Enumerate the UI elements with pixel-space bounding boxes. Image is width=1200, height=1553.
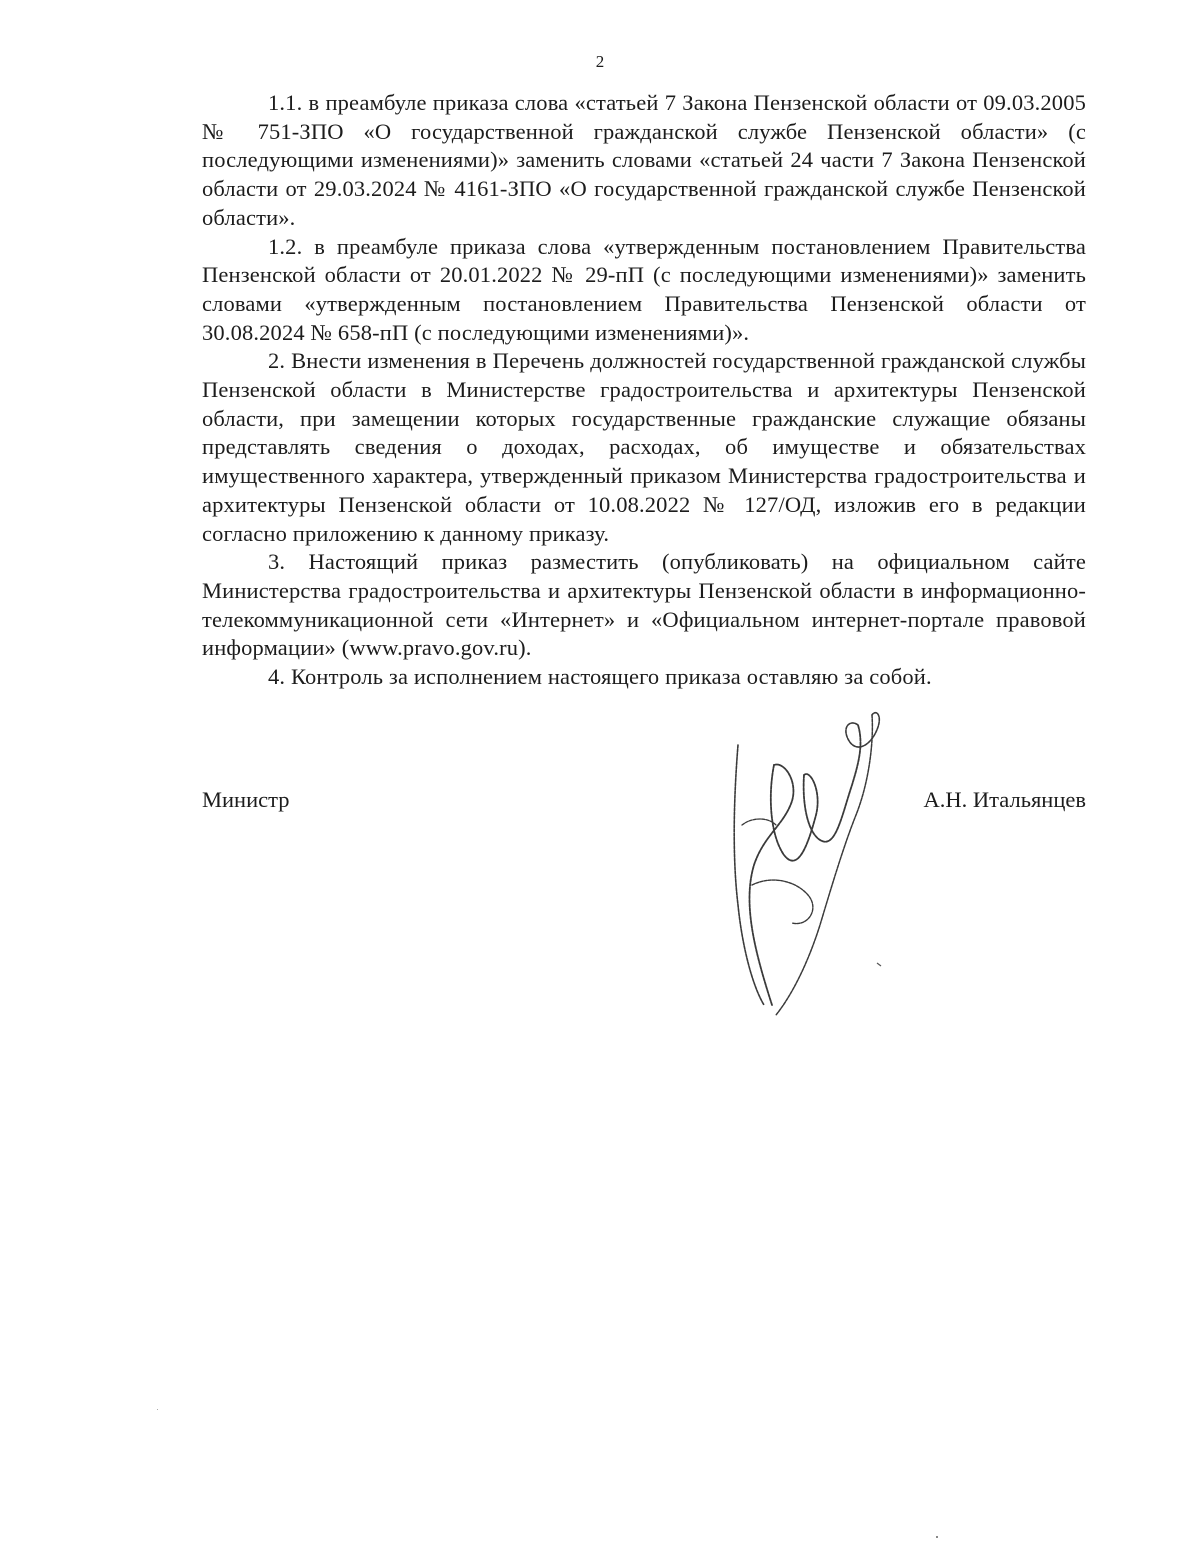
paragraph-1-1: 1.1. в преамбуле приказа слова «статьей 7 Закона Пензенской области от 09.03.2005 № 751-ЗПО «О государственной гражданской службе Пензенской области» (с последующими изменениями)» заменить словами «статьей 24 части 7 Закона Пензенской области от 29.03.2024 № 4161-ЗПО «О государственной гражданской службе Пензенской области». [202,90,1086,230]
paragraph-4: 4. Контроль за исполнением настоящего приказа оставляю за собой. [268,664,932,690]
paragraph-2: 2. Внести изменения в Перечень должностей государственной гражданской службы Пензенской области в Министерстве градостроительства и архитектуры Пензенской области, при замещении которых государственные гражданские служащие обязаны представлять сведения о доходах, расходах, об имуществе и обязательствах имущественного характера, утвержденный приказом Министерства градостроительства и архитектуры Пензенской области от 10.08.2022 № 127/ОД, изложив его в редакции согласно приложению к данному приказу. [202,348,1086,546]
handwritten-signature [712,705,912,1035]
signatory-role: Министр [202,787,290,812]
page-number: 2 [595,52,605,71]
signatory-name: А.Н. Итальянцев [923,787,1086,812]
paragraph-3: 3. Настоящий приказ разместить (опубликовать) на официальном сайте Министерства градостроительства и архитектуры Пензенской области в информационно-телекоммуникационной сети «Интернет» и «Официальном интернет-портале правовой информации» (www.pravo.gov.ru). [202,549,1086,661]
document-body [202,89,1086,692]
paragraph-1-2: 1.2. в преамбуле приказа слова «утвержденным постановлением Правительства Пензенской области от 20.01.2022 № 29-пП (с последующими изменениями)» заменить словами «утвержденным постановлением Правительства Пензенской области от 30.08.2024 № 658-пП (с последующими изменениями)». [202,233,1086,345]
signature-graphic [712,705,912,1035]
